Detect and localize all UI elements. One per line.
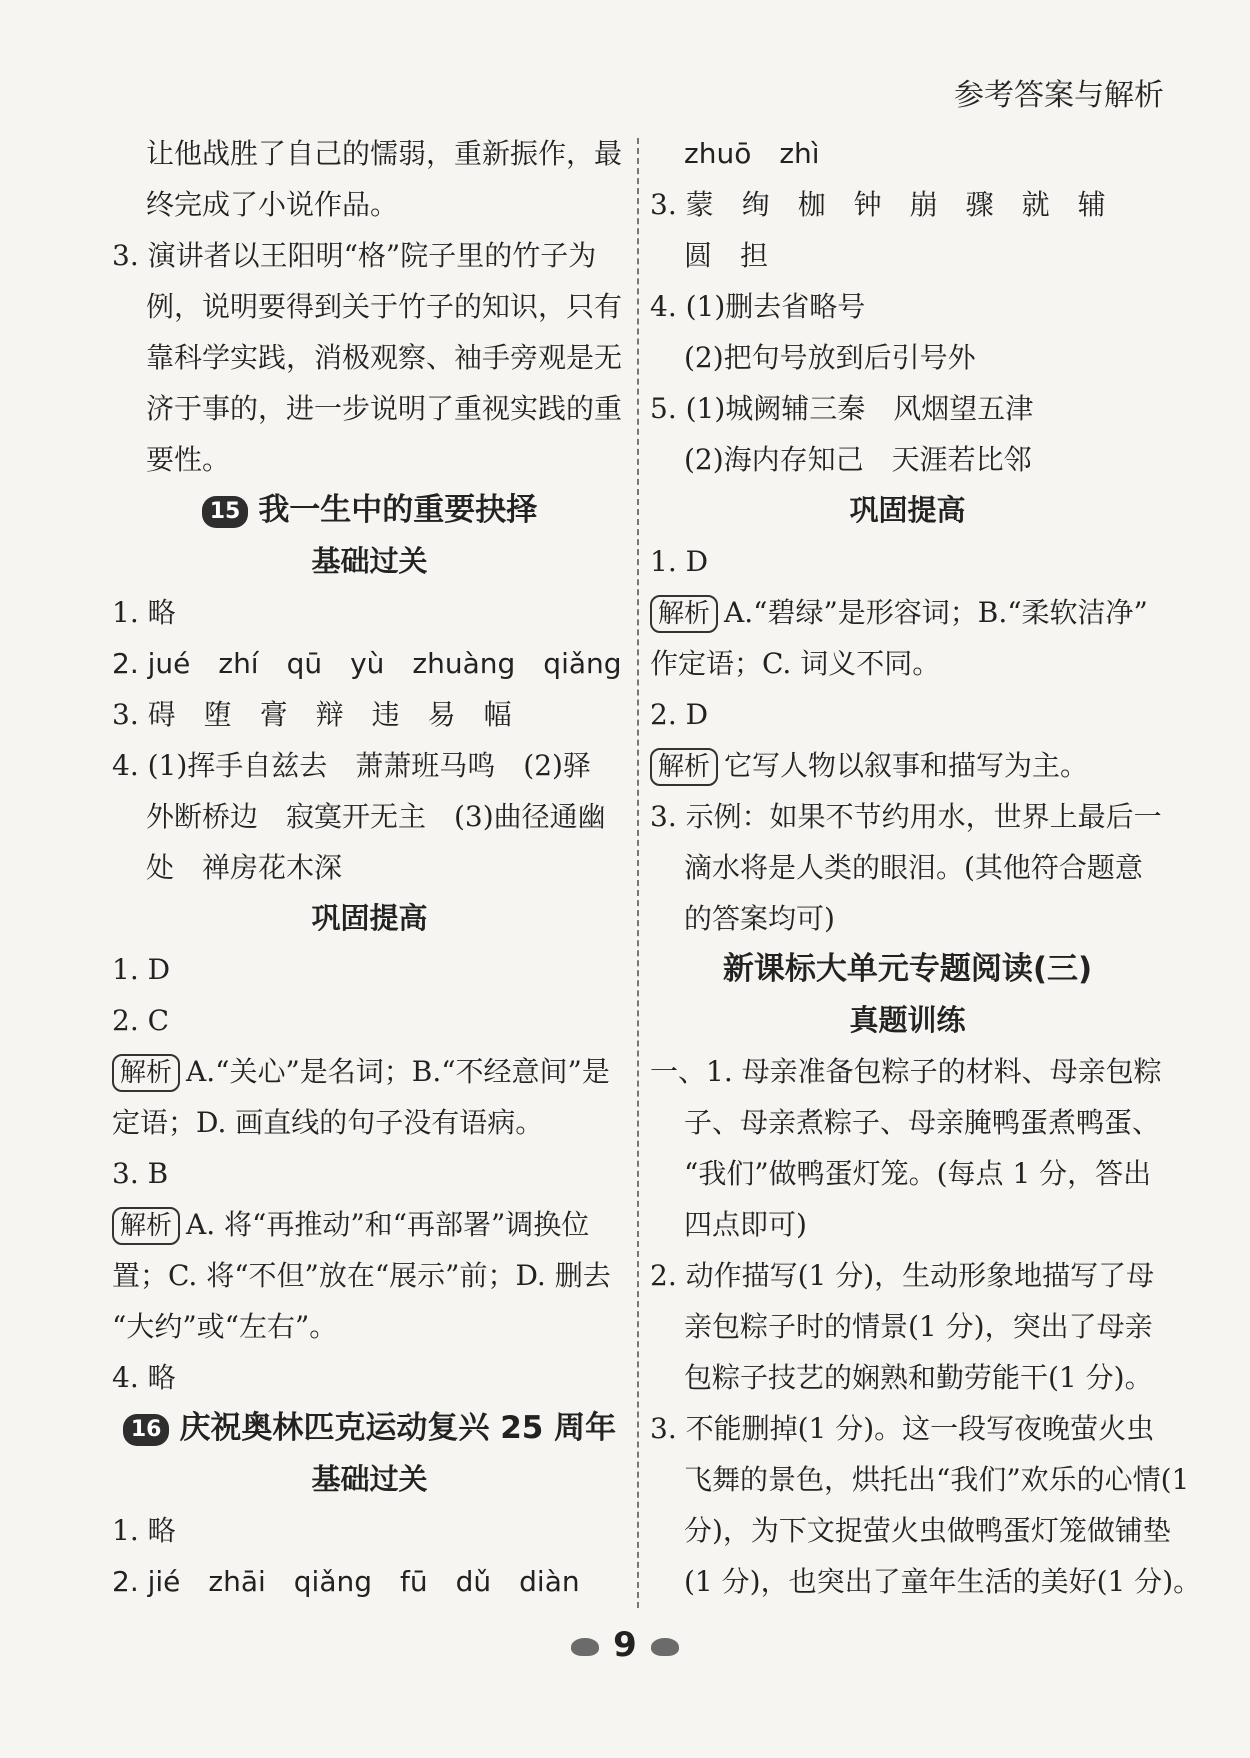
lesson-title-text: 庆祝奥林匹克运动复兴 25 周年 (179, 1410, 617, 1446)
answer-line: 1. D (650, 545, 709, 578)
lesson-title (112, 485, 627, 536)
answer-line: “我们”做鸭蛋灯笼。(每点 1 分，答出 (684, 1157, 1152, 1190)
answer-line: 靠科学实践，消极观察、袖手旁观是无 (146, 341, 623, 374)
leaf-left-icon (571, 1638, 599, 1656)
section-heading: 巩固提高 (311, 901, 428, 935)
answer-line: 作定语；C. 词义不同。 (650, 647, 941, 680)
answer-line: 四点即可) (684, 1208, 807, 1241)
answer-line: 让他战胜了自己的懦弱，重新振作，最 (146, 137, 623, 170)
answer-line: (2)海内存知己 天涯若比邻 (684, 443, 1032, 476)
answer-line: 1. 略 (112, 1514, 176, 1547)
answer-line: 济于事的，进一步说明了重视实践的重 (146, 392, 623, 425)
page-header-title: 参考答案与解析 (954, 78, 1164, 113)
section-heading: 巩固提高 (849, 493, 966, 527)
lesson-title (112, 1403, 627, 1454)
answer-line: 2. D (650, 698, 709, 731)
analysis-tag: 解析 (650, 595, 718, 633)
analysis-line (650, 740, 1165, 791)
answer-line: 包粽子技艺的娴熟和勤劳能干(1 分)。 (684, 1361, 1153, 1394)
answer-line: 飞舞的景色，烘托出“我们”欢乐的心情(1 (684, 1463, 1190, 1496)
answer-line: 4. 略 (112, 1361, 176, 1394)
answer-line: (2)把句号放到后引号外 (684, 341, 976, 374)
answer-line: 4. (1)挥手自兹去 萧萧班马鸣 (2)驿 (112, 749, 591, 782)
answer-line: 2. jué zhí qū yù zhuàng qiǎng (112, 647, 622, 680)
analysis-line (112, 1046, 627, 1097)
answer-line: 2. C (112, 1004, 170, 1037)
answer-line: 3. 演讲者以王阳明“格”院子里的竹子为 (112, 239, 597, 272)
page-number-footer (0, 1625, 1250, 1665)
answer-line: 5. (1)城阙辅三秦 风烟望五津 (650, 392, 1034, 425)
section-heading: 基础过关 (311, 544, 428, 578)
analysis-text: A.“关心”是名词；B.“不经意间”是 (186, 1055, 610, 1088)
answer-line: 2. jié zhāi qiǎng fū dǔ diàn (112, 1565, 580, 1598)
answer-line: 例，说明要得到关于竹子的知识，只有 (146, 290, 623, 323)
right-column (650, 128, 1202, 1607)
analysis-text: A.“碧绿”是形容词；B.“柔软洁净” (724, 596, 1148, 629)
analysis-line (650, 587, 1165, 638)
answer-line: (1 分)，也突出了童年生活的美好(1 分)。 (684, 1565, 1202, 1598)
answer-line: 置；C. 将“不但”放在“展示”前；D. 删去 (112, 1259, 611, 1292)
analysis-tag: 解析 (112, 1207, 180, 1245)
answer-line: 一、1. 母亲准备包粽子的材料、母亲包粽 (650, 1055, 1162, 1088)
leaf-right-icon (651, 1638, 679, 1656)
column-divider (637, 138, 639, 1608)
answer-line: 外断桥边 寂寞开无主 (3)曲径通幽 (146, 800, 606, 833)
answer-line: 终完成了小说作品。 (146, 188, 399, 221)
answer-line: 4. (1)删去省略号 (650, 290, 866, 323)
analysis-text: A. 将“再推动”和“再部署”调换位 (186, 1208, 590, 1241)
answer-line: 亲包粽子时的情景(1 分)，突出了母亲 (684, 1310, 1153, 1343)
answer-line: 分)，为下文捉萤火虫做鸭蛋灯笼做铺垫 (684, 1514, 1171, 1547)
answer-line: 的答案均可) (684, 902, 835, 935)
page-number: 9 (613, 1625, 637, 1665)
answer-line: 定语；D. 画直线的句子没有语病。 (112, 1106, 544, 1139)
answer-line: 1. 略 (112, 596, 176, 629)
lesson-title-text: 新课标大单元专题阅读(三) (722, 951, 1093, 987)
answer-line: 1. D (112, 953, 171, 986)
answer-line: 3. 示例：如果不节约用水，世界上最后一 (650, 800, 1162, 833)
lesson-title (650, 944, 1165, 995)
answer-line: 3. 碍 堕 膏 辩 违 易 幅 (112, 698, 512, 731)
section-heading: 真题训练 (849, 1003, 966, 1037)
lesson-number-badge: 15 (202, 496, 249, 528)
answer-line: 2. 动作描写(1 分)，生动形象地描写了母 (650, 1259, 1155, 1292)
answer-line: 3. 蒙 绚 枷 钟 崩 骤 就 辅 (650, 188, 1106, 221)
left-column (112, 128, 627, 1607)
answer-line: zhuō zhì (684, 137, 820, 170)
analysis-tag: 解析 (650, 748, 718, 786)
answer-line: 子、母亲煮粽子、母亲腌鸭蛋煮鸭蛋、 (684, 1106, 1161, 1139)
lesson-number-badge: 16 (123, 1414, 170, 1446)
analysis-text: 它写人物以叙事和描写为主。 (724, 749, 1089, 782)
answer-line: 圆 担 (684, 239, 769, 272)
section-heading: 基础过关 (311, 1462, 428, 1496)
answer-line: 要性。 (146, 443, 231, 476)
answer-line: 3. 不能删掉(1 分)。这一段写夜晚萤火虫 (650, 1412, 1155, 1445)
analysis-line (112, 1199, 627, 1250)
answer-line: 滴水将是人类的眼泪。(其他符合题意 (684, 851, 1143, 884)
lesson-title-text: 我一生中的重要抉择 (258, 492, 538, 528)
answer-line: “大约”或“左右”。 (112, 1310, 338, 1343)
answer-line: 处 禅房花木深 (146, 851, 343, 884)
analysis-tag: 解析 (112, 1054, 180, 1092)
answer-line: 3. B (112, 1157, 169, 1190)
